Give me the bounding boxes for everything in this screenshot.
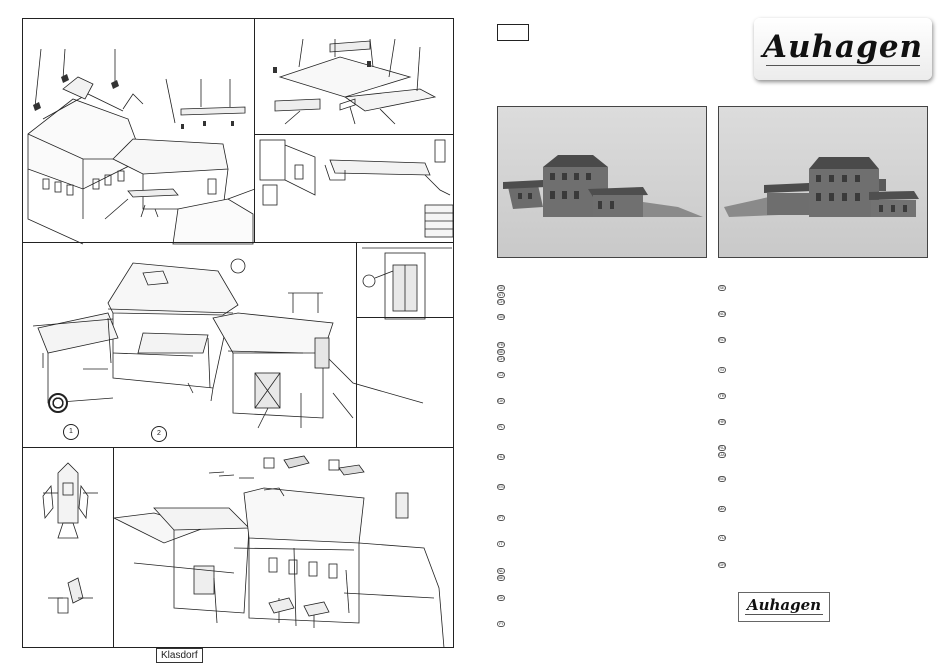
step-platform-panel bbox=[254, 18, 454, 135]
language-row-left-4 bbox=[497, 341, 505, 348]
language-flag-icon: DK bbox=[498, 397, 504, 403]
language-row-right-4 bbox=[718, 392, 726, 399]
language-flag-icon: RU bbox=[719, 444, 725, 450]
gauge-roll-icon bbox=[48, 393, 68, 413]
language-row-left-3 bbox=[497, 313, 505, 320]
step-chimney-panel bbox=[22, 447, 114, 648]
language-flag-icon: PT bbox=[498, 514, 504, 520]
chimney-parts-drawing bbox=[23, 448, 115, 649]
language-row-left-1 bbox=[497, 291, 505, 298]
product-photo-rear bbox=[718, 106, 928, 258]
language-flag-icon: NL bbox=[498, 567, 504, 573]
language-flag-icon: HU bbox=[498, 453, 504, 459]
language-row-right-1 bbox=[718, 310, 726, 317]
language-flag-icon: NO bbox=[719, 310, 725, 316]
language-row-right-5 bbox=[718, 418, 726, 425]
language-row-left-15 bbox=[497, 574, 505, 581]
language-flag-icon: CH bbox=[498, 355, 504, 361]
language-flag-icon: GR bbox=[719, 561, 725, 567]
station-model-rear-image bbox=[719, 107, 929, 259]
language-flag-icon: CH bbox=[498, 298, 504, 304]
gutter-assembly-drawing bbox=[23, 243, 358, 449]
callout-number-1: 1 bbox=[69, 428, 73, 435]
step-canopy-detail-panel bbox=[254, 134, 454, 243]
language-flag-icon: IT bbox=[497, 541, 505, 547]
language-row-left-5 bbox=[497, 348, 505, 355]
language-flag-icon: YU bbox=[719, 534, 725, 540]
language-row-left-7 bbox=[497, 371, 505, 378]
language-row-left-12 bbox=[497, 514, 505, 521]
station-model-front-image bbox=[498, 107, 708, 259]
language-flag-icon: HR bbox=[719, 418, 725, 424]
language-flag-icon: BG bbox=[719, 475, 725, 481]
language-flag-icon: CZ bbox=[498, 371, 504, 377]
language-flag-icon: FR bbox=[498, 341, 504, 347]
language-row-right-2 bbox=[718, 336, 726, 343]
language-row-right-10 bbox=[718, 534, 726, 541]
step-final-panel bbox=[113, 447, 454, 648]
callout-number-2: 2 bbox=[157, 430, 161, 437]
language-flag-icon: PL bbox=[498, 423, 504, 429]
final-assembly-drawing bbox=[114, 448, 455, 649]
language-row-left-8 bbox=[497, 397, 505, 404]
language-row-left-10 bbox=[497, 453, 505, 460]
language-flag-icon: SE bbox=[719, 284, 725, 290]
product-photo-front bbox=[497, 106, 707, 258]
language-flag-icon: MK bbox=[719, 505, 725, 511]
brand-logo-badge bbox=[754, 18, 932, 80]
step-door-panel bbox=[356, 242, 454, 318]
language-row-left-17 bbox=[497, 620, 505, 627]
language-flag-icon: ES bbox=[498, 483, 504, 489]
language-row-right-9 bbox=[718, 505, 726, 512]
language-row-right-7 bbox=[718, 451, 726, 458]
callout-circle-1 bbox=[63, 424, 79, 440]
language-flag-icon: DK bbox=[498, 594, 504, 600]
canopy-detail-drawing bbox=[255, 135, 455, 244]
language-row-left-6 bbox=[497, 355, 505, 362]
language-row-left-14 bbox=[497, 567, 505, 574]
language-flag-icon: BE bbox=[498, 348, 504, 354]
language-flag-icon: UA bbox=[719, 451, 725, 457]
language-row-left-13 bbox=[497, 540, 505, 547]
language-row-left-0 bbox=[497, 284, 505, 291]
canopy-assembly-drawing bbox=[23, 19, 256, 244]
language-row-left-11 bbox=[497, 483, 505, 490]
language-flag-icon: DE bbox=[498, 284, 504, 290]
door-detail-drawing bbox=[357, 243, 455, 319]
station-name-sign: Klasdorf bbox=[156, 648, 203, 663]
language-flag-icon: BE bbox=[498, 574, 504, 580]
language-row-left-16 bbox=[497, 594, 505, 601]
brand-logo-small bbox=[738, 592, 830, 622]
step-canopy-panel bbox=[22, 18, 255, 243]
language-row-right-8 bbox=[718, 475, 726, 482]
brand-logo-text: Auhagen bbox=[762, 29, 924, 65]
language-flag-icon: FI bbox=[497, 621, 505, 627]
step-gutter-panel bbox=[22, 242, 357, 661]
language-row-right-6 bbox=[718, 444, 726, 451]
small-logo-underline bbox=[745, 614, 823, 615]
article-number-box bbox=[497, 24, 529, 41]
language-flag-icon: GB bbox=[498, 313, 504, 319]
language-flag-icon: SI bbox=[718, 367, 726, 373]
language-flag-icon: RO bbox=[719, 336, 725, 342]
language-flag-icon: AT bbox=[498, 291, 504, 297]
logo-underline bbox=[766, 65, 920, 66]
language-row-left-2 bbox=[497, 298, 505, 305]
language-row-left-9 bbox=[497, 423, 505, 430]
language-row-right-3 bbox=[718, 366, 726, 373]
callout-circle-2 bbox=[151, 426, 167, 442]
language-row-right-11 bbox=[718, 561, 726, 568]
platform-parts-drawing bbox=[255, 19, 455, 136]
language-row-right-0 bbox=[718, 284, 726, 291]
language-flag-icon: TR bbox=[719, 392, 725, 398]
brand-logo-small-text: Auhagen bbox=[746, 596, 822, 614]
